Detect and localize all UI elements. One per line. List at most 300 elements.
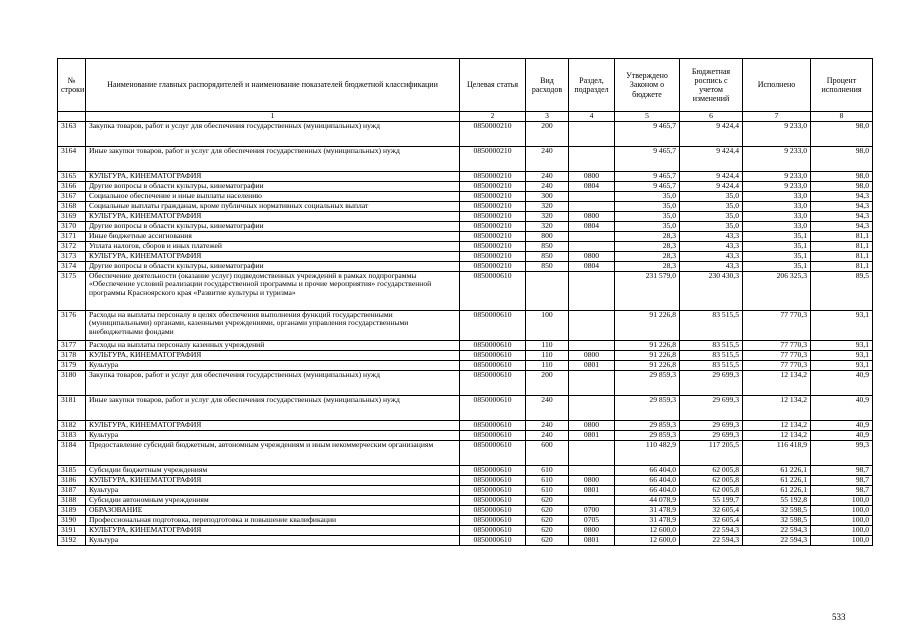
header-budget-schedule: Бюджетная роспись с учетом изменений [680, 59, 743, 112]
table-row [58, 241, 873, 251]
executed-cell: 77 770,3 [743, 340, 811, 350]
section-cell [569, 271, 615, 310]
approved-cell: 29 859,3 [615, 430, 680, 440]
section-cell: 0800 [569, 525, 615, 535]
executed-cell: 33,0 [743, 191, 811, 201]
executed-cell: 12 134,2 [743, 395, 811, 420]
budget-schedule-cell: 55 199,7 [680, 495, 743, 505]
budget-schedule-cell: 35,0 [680, 221, 743, 231]
approved-cell: 31 478,9 [615, 515, 680, 525]
row-name-cell: Иные закупки товаров, работ и услуг для обеспечения государственных (муниципальных) нужд [86, 395, 460, 420]
approved-cell: 28,3 [615, 251, 680, 261]
percent-cell: 94,3 [811, 221, 873, 231]
section-cell: 0800 [569, 171, 615, 181]
target-article-cell: 0850000610 [460, 360, 526, 370]
approved-cell: 9 465,7 [615, 171, 680, 181]
row-number-cell: 3190 [58, 515, 86, 525]
expense-type-cell: 610 [526, 465, 569, 475]
executed-cell: 12 134,2 [743, 370, 811, 395]
table-row [58, 146, 873, 171]
approved-cell: 35,0 [615, 191, 680, 201]
table-row [58, 350, 873, 360]
table-row [58, 360, 873, 370]
target-article-cell: 0850000610 [460, 515, 526, 525]
row-number-cell: 3168 [58, 201, 86, 211]
section-cell: 0804 [569, 181, 615, 191]
expense-type-cell: 850 [526, 241, 569, 251]
expense-type-cell: 620 [526, 525, 569, 535]
percent-cell: 98,0 [811, 171, 873, 181]
row-name-cell: Предоставление субсидий бюджетным, автономным учреждениям и иным некоммерческим организациям [86, 440, 460, 465]
row-number-cell: 3191 [58, 525, 86, 535]
approved-cell: 35,0 [615, 211, 680, 221]
table-row [58, 340, 873, 350]
table-row [58, 171, 873, 181]
percent-cell: 94,3 [811, 211, 873, 221]
budget-table [57, 58, 873, 546]
executed-cell: 61 226,1 [743, 485, 811, 495]
approved-cell: 110 482,9 [615, 440, 680, 465]
budget-schedule-cell: 32 605,4 [680, 515, 743, 525]
row-name-cell: Обеспечение деятельности (оказание услуг) подведомственных учреждений в рамках подпрограммы «Обеспечение условий реализации государственной программы и прочие мероприятия» государственной программы Красноярского края «Развитие культуры и туризма» [86, 271, 460, 310]
budget-schedule-cell: 29 699,3 [680, 420, 743, 430]
section-cell: 0800 [569, 475, 615, 485]
row-name-cell: КУЛЬТУРА, КИНЕМАТОГРАФИЯ [86, 350, 460, 360]
section-cell: 0800 [569, 350, 615, 360]
executed-cell: 33,0 [743, 221, 811, 231]
approved-cell: 29 859,3 [615, 370, 680, 395]
expense-type-cell: 100 [526, 310, 569, 340]
column-number: 6 [680, 112, 743, 122]
target-article-cell: 0850000210 [460, 261, 526, 271]
target-article-cell: 0850000610 [460, 495, 526, 505]
header-expense-type: Вид расходов [526, 59, 569, 112]
percent-cell: 40,9 [811, 420, 873, 430]
target-article-cell: 0850000210 [460, 146, 526, 171]
table-row [58, 221, 873, 231]
row-name-cell: ОБРАЗОВАНИЕ [86, 505, 460, 515]
column-number [58, 112, 86, 122]
percent-cell: 81,1 [811, 241, 873, 251]
approved-cell: 9 465,7 [615, 181, 680, 191]
table-row [58, 231, 873, 241]
section-cell [569, 121, 615, 146]
budget-schedule-cell: 29 699,3 [680, 395, 743, 420]
executed-cell: 9 233,0 [743, 181, 811, 191]
row-number-cell: 3179 [58, 360, 86, 370]
section-cell: 0804 [569, 221, 615, 231]
section-cell [569, 241, 615, 251]
percent-cell: 98,0 [811, 181, 873, 191]
budget-schedule-cell: 9 424,4 [680, 171, 743, 181]
target-article-cell: 0850000610 [460, 370, 526, 395]
percent-cell: 98,7 [811, 465, 873, 475]
row-name-cell: Социальное обеспечение и иные выплаты населению [86, 191, 460, 201]
percent-cell: 81,1 [811, 261, 873, 271]
executed-cell: 33,0 [743, 201, 811, 211]
section-cell [569, 370, 615, 395]
target-article-cell: 0850000210 [460, 121, 526, 146]
section-cell [569, 440, 615, 465]
section-cell: 0801 [569, 535, 615, 545]
percent-cell: 93,1 [811, 350, 873, 360]
percent-cell: 100,0 [811, 505, 873, 515]
table-row [58, 420, 873, 430]
table-row [58, 465, 873, 475]
budget-schedule-cell: 35,0 [680, 201, 743, 211]
approved-cell: 29 859,3 [615, 420, 680, 430]
budget-schedule-cell: 230 430,3 [680, 271, 743, 310]
section-cell [569, 191, 615, 201]
approved-cell: 9 465,7 [615, 121, 680, 146]
approved-cell: 9 465,7 [615, 146, 680, 171]
approved-cell: 28,3 [615, 231, 680, 241]
executed-cell: 12 134,2 [743, 420, 811, 430]
section-cell: 0801 [569, 430, 615, 440]
expense-type-cell: 240 [526, 420, 569, 430]
row-name-cell: Расходы на выплаты персоналу в целях обеспечения выполнения функций государственными (муниципальными) органами, казенными учреждениями, органами управления государственными внебюджетными фондами [86, 310, 460, 340]
row-number-cell: 3172 [58, 241, 86, 251]
executed-cell: 22 594,3 [743, 535, 811, 545]
approved-cell: 12 600,0 [615, 525, 680, 535]
percent-cell: 98,0 [811, 121, 873, 146]
table-row [58, 395, 873, 420]
target-article-cell: 0850000610 [460, 535, 526, 545]
percent-cell: 81,1 [811, 251, 873, 261]
executed-cell: 35,1 [743, 261, 811, 271]
header-percent: Процент исполнения [811, 59, 873, 112]
expense-type-cell: 240 [526, 146, 569, 171]
executed-cell: 116 418,9 [743, 440, 811, 465]
row-number-cell: 3186 [58, 475, 86, 485]
header-executed: Исполнено [743, 59, 811, 112]
header-approved: Утверждено Законом о бюджете [615, 59, 680, 112]
approved-cell: 28,3 [615, 241, 680, 251]
table-row [58, 440, 873, 465]
table-row [58, 515, 873, 525]
row-name-cell: Культура [86, 360, 460, 370]
expense-type-cell: 320 [526, 211, 569, 221]
row-number-cell: 3176 [58, 310, 86, 340]
expense-type-cell: 610 [526, 475, 569, 485]
table-row [58, 191, 873, 201]
executed-cell: 77 770,3 [743, 350, 811, 360]
section-cell: 0700 [569, 505, 615, 515]
percent-cell: 99,3 [811, 440, 873, 465]
budget-schedule-cell: 62 005,8 [680, 485, 743, 495]
header-section: Раздел, подраздел [569, 59, 615, 112]
percent-cell: 81,1 [811, 231, 873, 241]
table-row [58, 201, 873, 211]
target-article-cell: 0850000210 [460, 191, 526, 201]
executed-cell: 22 594,3 [743, 525, 811, 535]
target-article-cell: 0850000610 [460, 271, 526, 310]
percent-cell: 98,7 [811, 475, 873, 485]
percent-cell: 94,3 [811, 201, 873, 211]
section-cell [569, 146, 615, 171]
target-article-cell: 0850000210 [460, 241, 526, 251]
row-name-cell: Уплата налогов, сборов и иных платежей [86, 241, 460, 251]
column-number: 5 [615, 112, 680, 122]
expense-type-cell: 110 [526, 350, 569, 360]
header-row [58, 59, 873, 112]
target-article-cell: 0850000610 [460, 310, 526, 340]
column-number-row [58, 112, 873, 122]
row-name-cell: КУЛЬТУРА, КИНЕМАТОГРАФИЯ [86, 251, 460, 261]
expense-type-cell: 620 [526, 515, 569, 525]
row-number-cell: 3165 [58, 171, 86, 181]
expense-type-cell: 110 [526, 360, 569, 370]
section-cell: 0800 [569, 251, 615, 261]
section-cell [569, 340, 615, 350]
table-row [58, 251, 873, 261]
executed-cell: 9 233,0 [743, 121, 811, 146]
section-cell: 0705 [569, 515, 615, 525]
budget-schedule-cell: 43,3 [680, 251, 743, 261]
budget-schedule-cell: 62 005,8 [680, 465, 743, 475]
column-number: 3 [526, 112, 569, 122]
expense-type-cell: 620 [526, 495, 569, 505]
row-name-cell: Культура [86, 430, 460, 440]
budget-schedule-cell: 35,0 [680, 211, 743, 221]
executed-cell: 12 134,2 [743, 430, 811, 440]
column-number: 8 [811, 112, 873, 122]
budget-schedule-cell: 9 424,4 [680, 121, 743, 146]
approved-cell: 66 404,0 [615, 465, 680, 475]
target-article-cell: 0850000610 [460, 505, 526, 515]
budget-schedule-cell: 83 515,5 [680, 340, 743, 350]
target-article-cell: 0850000610 [460, 440, 526, 465]
budget-schedule-cell: 35,0 [680, 191, 743, 201]
section-cell: 0801 [569, 485, 615, 495]
row-number-cell: 3171 [58, 231, 86, 241]
executed-cell: 33,0 [743, 211, 811, 221]
budget-schedule-cell: 29 699,3 [680, 370, 743, 395]
row-number-cell: 3185 [58, 465, 86, 475]
expense-type-cell: 110 [526, 340, 569, 350]
budget-schedule-cell: 62 005,8 [680, 475, 743, 485]
expense-type-cell: 850 [526, 261, 569, 271]
row-number-cell: 3182 [58, 420, 86, 430]
table-row [58, 181, 873, 191]
row-name-cell: Другие вопросы в области культуры, кинематографии [86, 221, 460, 231]
percent-cell: 100,0 [811, 535, 873, 545]
target-article-cell: 0850000610 [460, 350, 526, 360]
executed-cell: 32 598,5 [743, 515, 811, 525]
row-name-cell: Социальные выплаты гражданам, кроме публичных нормативных социальных выплат [86, 201, 460, 211]
expense-type-cell: 240 [526, 395, 569, 420]
column-number: 1 [86, 112, 460, 122]
section-cell: 0800 [569, 420, 615, 430]
section-cell [569, 495, 615, 505]
executed-cell: 77 770,3 [743, 310, 811, 340]
expense-type-cell: 320 [526, 201, 569, 211]
target-article-cell: 0850000210 [460, 251, 526, 261]
target-article-cell: 0850000210 [460, 181, 526, 191]
percent-cell: 100,0 [811, 495, 873, 505]
executed-cell: 61 226,1 [743, 475, 811, 485]
budget-schedule-cell: 43,3 [680, 261, 743, 271]
approved-cell: 44 078,9 [615, 495, 680, 505]
target-article-cell: 0850000210 [460, 221, 526, 231]
section-cell [569, 231, 615, 241]
approved-cell: 66 404,0 [615, 475, 680, 485]
row-name-cell: Закупка товаров, работ и услуг для обеспечения государственных (муниципальных) нужд [86, 121, 460, 146]
row-name-cell: Иные бюджетные ассигнования [86, 231, 460, 241]
executed-cell: 35,1 [743, 241, 811, 251]
budget-schedule-cell: 22 594,3 [680, 525, 743, 535]
target-article-cell: 0850000210 [460, 171, 526, 181]
executed-cell: 77 770,3 [743, 360, 811, 370]
page-number: 533 [832, 612, 846, 622]
row-number-cell: 3177 [58, 340, 86, 350]
percent-cell: 94,3 [811, 191, 873, 201]
approved-cell: 35,0 [615, 201, 680, 211]
approved-cell: 31 478,9 [615, 505, 680, 515]
row-number-cell: 3181 [58, 395, 86, 420]
target-article-cell: 0850000610 [460, 485, 526, 495]
table-row [58, 211, 873, 221]
row-number-cell: 3178 [58, 350, 86, 360]
row-number-cell: 3180 [58, 370, 86, 395]
table-row [58, 475, 873, 485]
approved-cell: 91 226,8 [615, 360, 680, 370]
row-name-cell: Иные закупки товаров, работ и услуг для обеспечения государственных (муниципальных) нужд [86, 146, 460, 171]
executed-cell: 206 325,3 [743, 271, 811, 310]
row-number-cell: 3192 [58, 535, 86, 545]
budget-schedule-cell: 22 594,3 [680, 535, 743, 545]
row-name-cell: Культура [86, 485, 460, 495]
approved-cell: 91 226,8 [615, 310, 680, 340]
budget-schedule-cell: 83 515,5 [680, 310, 743, 340]
approved-cell: 29 859,3 [615, 395, 680, 420]
expense-type-cell: 300 [526, 191, 569, 201]
row-name-cell: КУЛЬТУРА, КИНЕМАТОГРАФИЯ [86, 525, 460, 535]
budget-schedule-cell: 83 515,5 [680, 360, 743, 370]
expense-type-cell: 200 [526, 121, 569, 146]
percent-cell: 89,5 [811, 271, 873, 310]
row-name-cell: Культура [86, 535, 460, 545]
executed-cell: 9 233,0 [743, 171, 811, 181]
row-number-cell: 3174 [58, 261, 86, 271]
percent-cell: 93,1 [811, 360, 873, 370]
row-number-cell: 3166 [58, 181, 86, 191]
section-cell [569, 465, 615, 475]
approved-cell: 12 600,0 [615, 535, 680, 545]
percent-cell: 40,9 [811, 370, 873, 395]
section-cell [569, 201, 615, 211]
executed-cell: 32 598,5 [743, 505, 811, 515]
budget-schedule-cell: 43,3 [680, 231, 743, 241]
section-cell [569, 310, 615, 340]
expense-type-cell: 240 [526, 430, 569, 440]
header-row-number: № строки [58, 59, 86, 112]
percent-cell: 40,9 [811, 430, 873, 440]
percent-cell: 100,0 [811, 515, 873, 525]
budget-schedule-cell: 117 205,5 [680, 440, 743, 465]
table-row [58, 525, 873, 535]
target-article-cell: 0850000610 [460, 395, 526, 420]
table-row [58, 535, 873, 545]
expense-type-cell: 240 [526, 181, 569, 191]
expense-type-cell: 240 [526, 171, 569, 181]
target-article-cell: 0850000610 [460, 340, 526, 350]
expense-type-cell: 610 [526, 485, 569, 495]
table-row [58, 261, 873, 271]
budget-schedule-cell: 32 605,4 [680, 505, 743, 515]
row-number-cell: 3169 [58, 211, 86, 221]
table-row [58, 505, 873, 515]
section-cell: 0800 [569, 211, 615, 221]
row-number-cell: 3164 [58, 146, 86, 171]
percent-cell: 100,0 [811, 525, 873, 535]
row-number-cell: 3175 [58, 271, 86, 310]
row-number-cell: 3167 [58, 191, 86, 201]
budget-schedule-cell: 9 424,4 [680, 146, 743, 171]
approved-cell: 231 579,0 [615, 271, 680, 310]
table-row [58, 430, 873, 440]
budget-schedule-cell: 43,3 [680, 241, 743, 251]
header-target-article: Целевая статья [460, 59, 526, 112]
approved-cell: 91 226,8 [615, 340, 680, 350]
executed-cell: 35,1 [743, 251, 811, 261]
column-number: 4 [569, 112, 615, 122]
executed-cell: 9 233,0 [743, 146, 811, 171]
row-name-cell: Закупка товаров, работ и услуг для обеспечения государственных (муниципальных) нужд [86, 370, 460, 395]
column-number: 2 [460, 112, 526, 122]
table-row [58, 495, 873, 505]
row-name-cell: КУЛЬТУРА, КИНЕМАТОГРАФИЯ [86, 475, 460, 485]
executed-cell: 55 192,8 [743, 495, 811, 505]
row-number-cell: 3187 [58, 485, 86, 495]
section-cell: 0804 [569, 261, 615, 271]
budget-schedule-cell: 83 515,5 [680, 350, 743, 360]
expense-type-cell [526, 271, 569, 310]
target-article-cell: 0850000210 [460, 201, 526, 211]
table-row [58, 271, 873, 310]
row-number-cell: 3163 [58, 121, 86, 146]
table-row [58, 485, 873, 495]
row-name-cell: Другие вопросы в области культуры, кинематографии [86, 181, 460, 191]
row-name-cell: КУЛЬТУРА, КИНЕМАТОГРАФИЯ [86, 211, 460, 221]
executed-cell: 35,1 [743, 231, 811, 241]
target-article-cell: 0850000210 [460, 231, 526, 241]
target-article-cell: 0850000610 [460, 475, 526, 485]
approved-cell: 35,0 [615, 221, 680, 231]
row-number-cell: 3173 [58, 251, 86, 261]
row-number-cell: 3183 [58, 430, 86, 440]
row-name-cell: Профессиональная подготовка, переподготовка и повышение квалификации [86, 515, 460, 525]
column-number: 7 [743, 112, 811, 122]
row-name-cell: Субсидии автономным учреждениям [86, 495, 460, 505]
target-article-cell: 0850000210 [460, 211, 526, 221]
expense-type-cell: 620 [526, 535, 569, 545]
row-name-cell: КУЛЬТУРА, КИНЕМАТОГРАФИЯ [86, 171, 460, 181]
target-article-cell: 0850000610 [460, 465, 526, 475]
target-article-cell: 0850000610 [460, 430, 526, 440]
expense-type-cell: 620 [526, 505, 569, 515]
table-row [58, 310, 873, 340]
expense-type-cell: 600 [526, 440, 569, 465]
approved-cell: 66 404,0 [615, 485, 680, 495]
percent-cell: 98,7 [811, 485, 873, 495]
expense-type-cell: 200 [526, 370, 569, 395]
row-name-cell: Субсидии бюджетным учреждениям [86, 465, 460, 475]
percent-cell: 93,1 [811, 310, 873, 340]
approved-cell: 91 226,8 [615, 350, 680, 360]
row-number-cell: 3189 [58, 505, 86, 515]
section-cell: 0801 [569, 360, 615, 370]
